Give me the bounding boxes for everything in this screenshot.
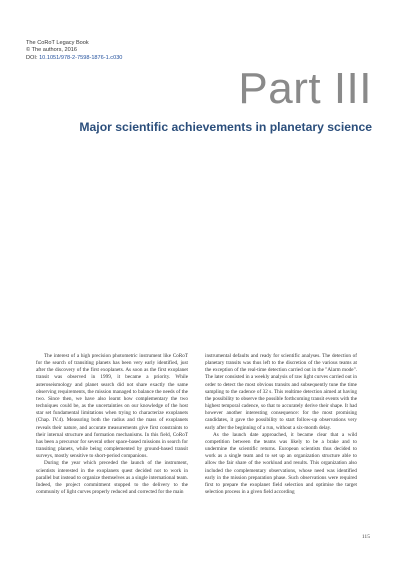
paragraph: During the year which preceded the launch of the instrument, scientists interested in the exoplanets quest decided not to work in parallel but instead to organize themselves as a single international team. Indeed, the project commitment stopped to the delivery to the community of light curves properly reduced and corrected for the main bbox=[36, 460, 188, 495]
book-title: The CoRoT Legacy Book bbox=[26, 40, 89, 46]
body-column-left bbox=[36, 353, 188, 496]
doi-label: DOI: bbox=[26, 54, 40, 61]
paragraph: As the launch date approached, it became clear that a wild competition between the teams was likely to be a brake and to undermine the scientific returns. European scientists thus decided to work as a single team and to set up an organization structure able to allow the fair share of the workload and results. This organization also included the complementary observations, whose need was identified early in the mission preparation phase. Such observations were required first to prepare the exoplanet field selection and optimise the target selection process in a given field according bbox=[205, 431, 357, 495]
book-meta bbox=[26, 40, 122, 62]
copyright-line: © The authors, 2016 bbox=[26, 47, 77, 54]
page-number: 115 bbox=[361, 534, 370, 540]
body-column-right bbox=[205, 353, 357, 496]
doi-link[interactable]: 10.1051/978-2-7598-1876-1.c030 bbox=[39, 54, 123, 61]
part-title: Part III bbox=[238, 64, 372, 113]
paragraph-continued: instrumental defaults and ready for scientific analyses. The detection of planetary transits was thus left to the discretion of the various teams at the exception of the real-time detection carried out in the "Alarm mode". The later consisted in a weekly analysis of raw light curves carried out in order to detect the most obvious transits and subsequently tune the time sampling to the cadence of 32 s. This realtime detection aimed at having the possibility to observe the possible forthcoming transit events with the highest temporal cadence, so that to accurately derive their shape. It had however another interesting consequence: for the most promising candidates, it gave the possibility to start follow-up observations very early after the beginning of a run, without a six-month delay. bbox=[205, 353, 357, 431]
paragraph: The interest of a high precision photometric instrument like CoRoT for the search of transiting planets has been very early identified, just after the discovery of the first exoplanets. As soon as the first exoplanet transit was observed in 1999, it became a priority. While asteroseismology and planet search did not share exactly the same observing requirements, the mission managed to balance the needs of the two. Since then, we have also learnt how complementary the two techniques could be, as the uncertainties on our knowledge of the host star set fundamental limitations when trying to characterize exoplanets (Chap. IV.4). Measuring both the radius and the mass of exoplanets reveals their nature, and accurate measurements give first constraints to their internal structure and formation mechanisms. In this field, CoRoT has been a precursor for several other space-based missions in search for transiting planets, while being complemented by ground-based transit surveys, mostly sensitive to short-period companions. bbox=[36, 353, 188, 460]
doi-line bbox=[26, 55, 122, 62]
part-subtitle: Major scientific achievements in planetary science bbox=[79, 120, 372, 134]
